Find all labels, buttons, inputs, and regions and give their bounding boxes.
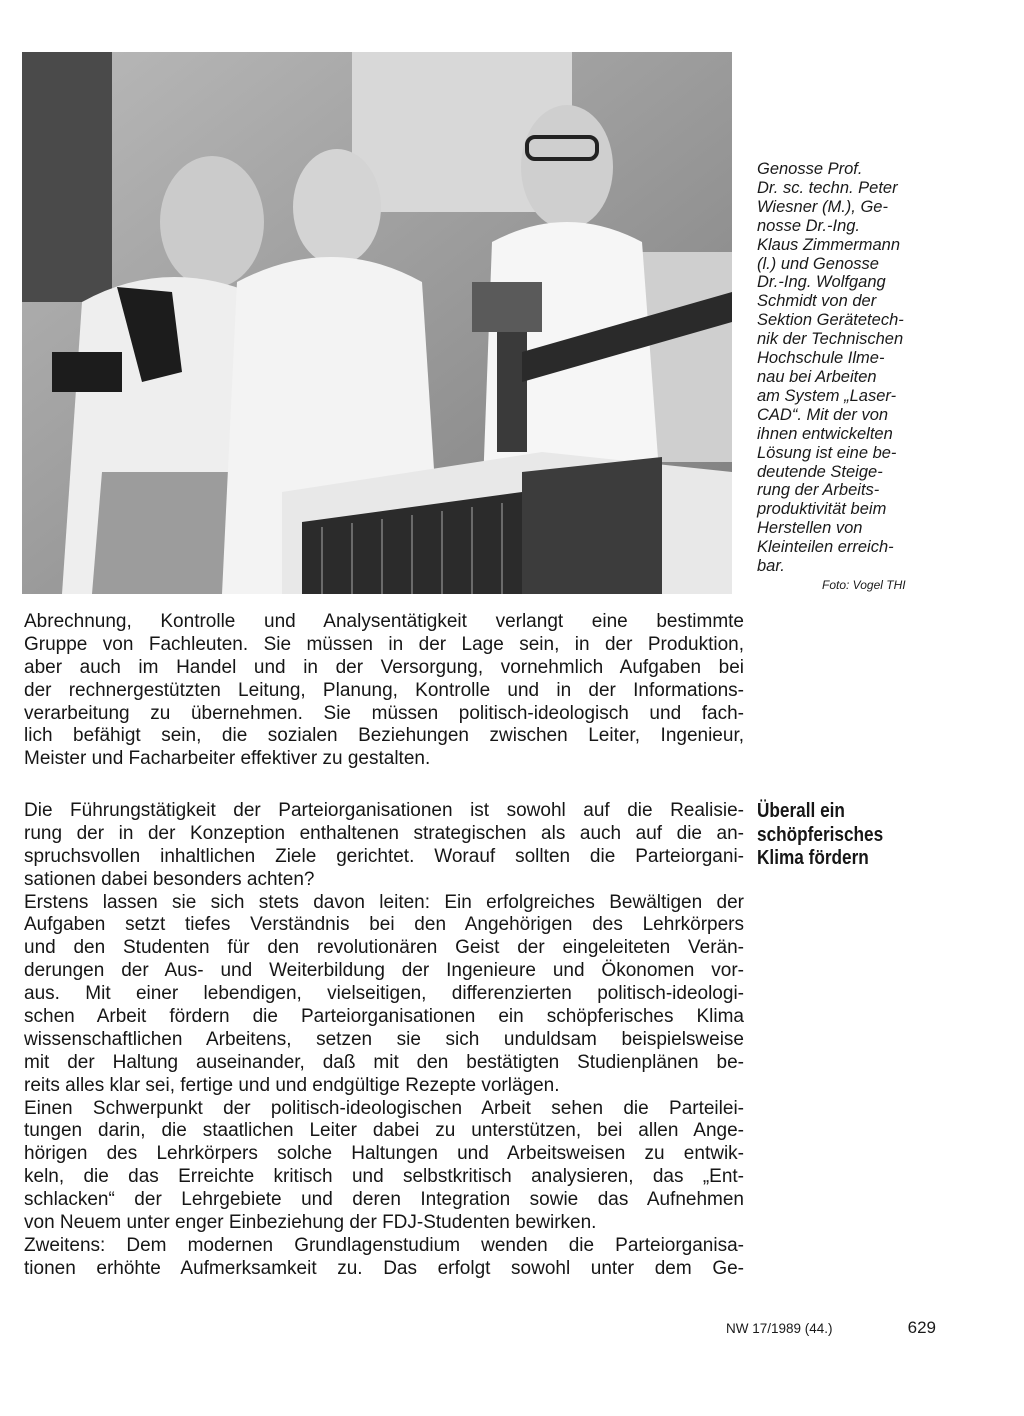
section-heading-line: Klima fördern (757, 847, 869, 869)
caption-line: Schmidt von der (757, 292, 877, 311)
caption-line: nosse Dr.-Ing. (757, 216, 861, 235)
page-footer (726, 1318, 936, 1340)
text-line: der rechnergestützten Leitung, Planung, Kontrolle und in der Informations- (24, 679, 744, 701)
caption-line: Wiesner (M.), Ge- (757, 197, 888, 216)
text-line: Einen Schwerpunkt der politisch-ideologischen Arbeit sehen die Parteilei- (24, 1097, 744, 1119)
photo-credit: Foto: Vogel THI (822, 578, 906, 592)
text-line: derungen der Aus- und Weiterbildung der Ingenieure und Ökonomen vor- (24, 960, 744, 982)
page-number: 629 (907, 1318, 936, 1337)
caption-line: Genosse Prof. (757, 160, 863, 178)
caption-line: Kleinteilen erreich- (757, 538, 894, 557)
text-line: sationen dabei besonders achten? (24, 868, 315, 890)
text-line: aus. Mit einer lebendigen, vielseitigen, differenzierten politisch-ideologi- (24, 983, 744, 1005)
caption-line: Dr. sc. techn. Peter (757, 178, 898, 197)
caption-line: rung der Arbeits- (757, 481, 880, 500)
caption-line: CAD“. Mit der von (757, 405, 889, 424)
text-line: hörigen des Lehrkörpers solche Haltungen und Arbeitsweisen zu entwik- (24, 1143, 744, 1165)
text-line: Gruppe von Fachleuten. Sie müssen in der Lage sein, in der Produktion, (24, 633, 744, 655)
caption-line: Lösung ist eine be- (757, 443, 897, 462)
section-heading-line: Überall ein (757, 800, 845, 822)
body-paragraph-2 (24, 800, 744, 1281)
caption-line: deutende Steige- (757, 462, 883, 481)
caption-line: Sektion Gerätetech- (757, 311, 904, 330)
caption-line: nau bei Arbeiten (757, 367, 877, 386)
text-line: tionen erhöhte Aufmerksamkeit zu. Das erfolgt sowohl unter dem Ge- (24, 1257, 744, 1279)
text-line: schlacken“ der Lehrgebiete und deren Integration sowie das Aufnehmen (24, 1189, 744, 1211)
text-line: Die Führungstätigkeit der Parteiorganisationen ist sowohl auf die Realisie- (24, 800, 744, 821)
caption-line: produktivität beim (757, 500, 887, 519)
caption-line: Klaus Zimmermann (757, 235, 901, 254)
text-line: Aufgaben setzt tiefes Verständnis bei den Angehörigen des Lehrkörpers (24, 914, 744, 936)
text-line: rung der in der Konzeption enthaltenen strategischen als auch auf die an- (24, 822, 744, 844)
text-line: wissenschaftlichen Arbeitens, setzen sie sich unduldsam beispielsweise (24, 1028, 744, 1050)
caption-line: Herstellen von (757, 519, 863, 538)
text-line: Abrechnung, Kontrolle und Analysentätigkeit verlangt eine bestimmte (24, 611, 744, 632)
text-line: verarbeitung zu übernehmen. Sie müssen politisch-ideologisch und fach- (24, 702, 744, 724)
text-line: Zweitens: Dem modernen Grundlagenstudium wenden die Parteiorganisa- (24, 1234, 744, 1256)
body-paragraph-1 (24, 611, 744, 771)
text-line: mit der Haltung auseinander, daß mit den bestätigten Studienplänen be- (24, 1051, 744, 1073)
text-line: Meister und Facharbeiter effektiver zu gestalten. (24, 748, 431, 770)
photo-caption (757, 160, 937, 576)
text-line: von Neuem unter enger Einbeziehung der FDJ-Studenten bewirken. (24, 1212, 597, 1234)
text-line: Erstens lassen sie sich stets davon leiten: Ein erfolgreiches Bewältigen der (24, 891, 744, 913)
text-line: schen Arbeit fördern die Parteiorganisationen ein schöpferisches Klima (24, 1006, 744, 1028)
section-heading-line: schöpferisches (757, 823, 884, 846)
caption-line: bar. (757, 557, 785, 576)
text-line: lich befähigt sein, die sozialen Beziehungen zwischen Leiter, Ingenieur, (24, 725, 744, 747)
text-line: spruchsvollen inhaltlichen Ziele gerichtet. Worauf sollten die Parteiorgani- (24, 845, 744, 867)
text-line: tungen darin, die staatlichen Leiter dabei zu unterstützen, bei allen Ange- (24, 1120, 744, 1142)
text-line: keln, die das Erreichte kritisch und selbstkritisch analysieren, das „Ent- (24, 1166, 744, 1188)
caption-line: nik der Technischen (757, 330, 904, 349)
caption-line: Hochschule Ilme- (757, 349, 885, 368)
caption-line: ihnen entwickelten (757, 424, 893, 443)
issue-label: NW 17/1989 (44.) (726, 1321, 833, 1336)
photo-image (22, 52, 732, 594)
text-line: und den Studenten für den revolutionären Geist der eingeleiteten Verän- (24, 937, 744, 959)
text-line: aber auch im Handel und in der Versorgung, vornehmlich Aufgaben bei (24, 656, 744, 678)
caption-line: am System „Laser- (757, 386, 897, 405)
section-heading (757, 800, 912, 871)
caption-line: (l.) und Genosse (757, 254, 879, 273)
photo-laser-cad (22, 52, 732, 594)
text-line: reits alles klar sei, fertige und und endgültige Rezepte vorlägen. (24, 1074, 560, 1096)
caption-line: Dr.-Ing. Wolfgang (757, 273, 886, 292)
